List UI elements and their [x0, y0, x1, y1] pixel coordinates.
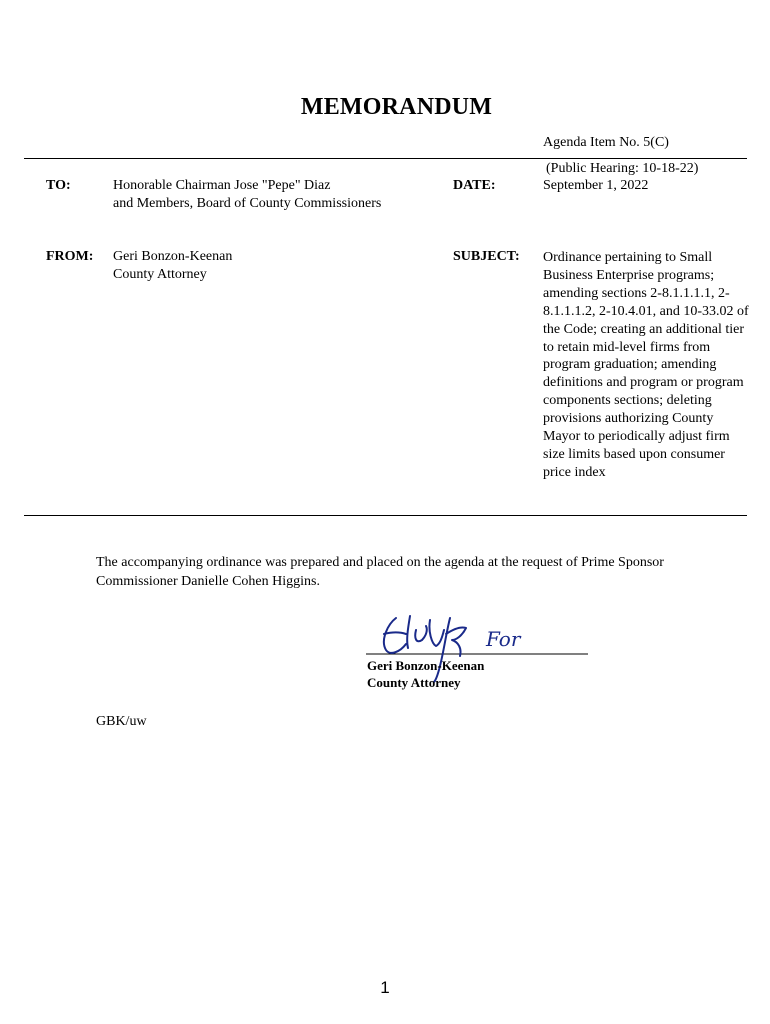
bottom-divider: [24, 515, 747, 516]
from-line-1: Geri Bonzon-Keenan: [113, 249, 233, 264]
subject-label: SUBJECT:: [453, 249, 520, 264]
signature-for-text: For: [486, 627, 521, 651]
subject-text: Ordinance pertaining to Small Business Enterprise programs; amending sections 2-8.1.1.1.1, 2-8.1.1.1.2, 2-10.4.01, and 10-33.02 of the Code; creating an additional tier to retain mid-level firms from program graduation; amending definitions and program or program components sections; deleting provisions authorizing County Mayor to periodically adjust firm size limits based upon consumer price index: [543, 250, 749, 480]
from-sender: [113, 248, 232, 284]
to-label: TO:: [46, 178, 71, 193]
typist-initials: GBK/uw: [96, 714, 147, 729]
date-value: September 1, 2022: [543, 178, 649, 193]
from-label: FROM:: [46, 249, 94, 264]
body-paragraph: The accompanying ordinance was prepared and placed on the agenda at the request of Prime Sponsor Commissioner Danielle Cohen Higgins.: [96, 555, 664, 589]
to-line-1: Honorable Chairman Jose "Pepe" Diaz: [113, 178, 331, 193]
to-recipient: [113, 177, 381, 213]
date-label: DATE:: [453, 178, 496, 193]
page-number: 1: [380, 978, 390, 997]
signatory: [367, 657, 484, 691]
from-line-2: County Attorney: [113, 267, 207, 282]
document-title: MEMORANDUM: [300, 94, 493, 120]
top-divider: [24, 158, 747, 159]
agenda-item-number: Agenda Item No. 5(C): [543, 135, 669, 150]
public-hearing-date: (Public Hearing: 10-18-22): [546, 161, 699, 176]
signatory-title: County Attorney: [367, 675, 461, 690]
signatory-name: Geri Bonzon-Keenan: [367, 658, 485, 673]
to-line-2: and Members, Board of County Commissioners: [113, 196, 382, 211]
